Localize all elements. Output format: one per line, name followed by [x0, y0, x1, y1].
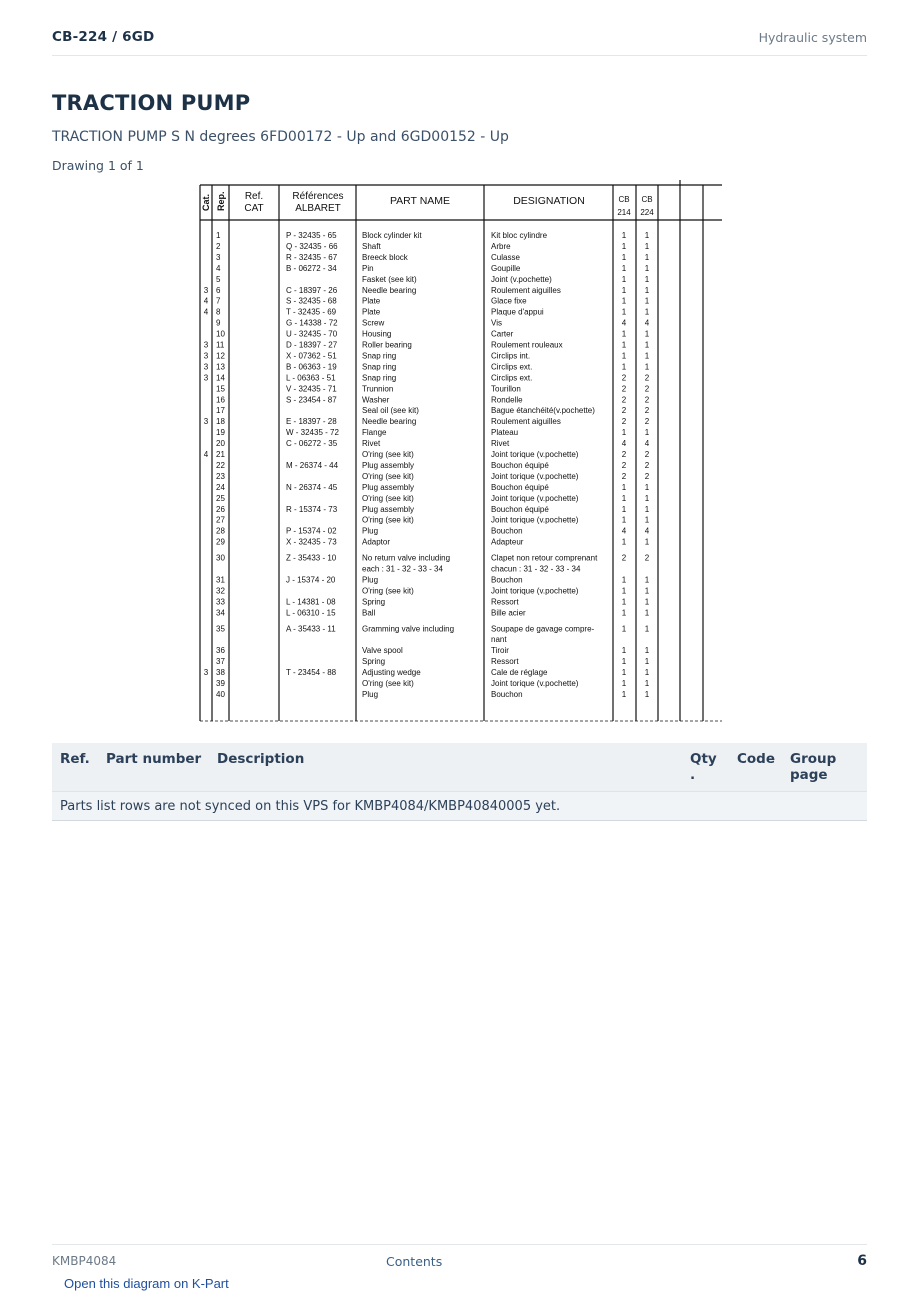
scan-cat-cell: 3 [203, 373, 209, 383]
page-number: 6 [857, 1253, 867, 1269]
scan-cat-cell: 4 [203, 296, 209, 306]
scan-qty-cb214-cell: 1 [621, 668, 627, 678]
scan-qty-cb224-cell: 1 [644, 263, 650, 273]
parts-table-empty-row [52, 791, 867, 821]
scan-rep-cell: 38 [216, 668, 225, 678]
parts-table-header [52, 743, 867, 791]
scan-rep-cell: 33 [216, 597, 225, 607]
scan-designation-cell: Clapet non retour comprenant [491, 553, 598, 563]
scan-part-name-cell: Plug assembly [362, 482, 415, 492]
scan-part-name-cell: Plug [362, 575, 379, 585]
scan-qty-cb214-cell: 2 [621, 384, 627, 394]
scan-qty-cb214-cell: 1 [621, 537, 627, 547]
scan-header-cb214-1: CB [618, 195, 630, 204]
scan-part-name-cell: Needle bearing [362, 417, 417, 427]
scan-rep-cell: 16 [216, 395, 225, 405]
scan-rep-cell: 12 [216, 351, 225, 361]
scan-designation-cell: Plaque d'appui [491, 307, 544, 317]
scan-designation-cell: Joint torique (v.pochette) [491, 679, 579, 688]
scan-rep-cell: 31 [216, 575, 225, 585]
section-name: Hydraulic system [758, 30, 867, 45]
scan-designation-cell: Bouchon [491, 575, 523, 585]
scan-qty-cb214-cell: 4 [621, 439, 627, 449]
scan-ref-cell: X - 32435 - 73 [286, 537, 337, 547]
scan-part-name-cell: Valve spool [362, 646, 403, 656]
scan-designation-cell: Bague étanchéité(v.pochette) [491, 406, 595, 416]
scan-cat-cell: 3 [203, 285, 209, 295]
scan-qty-cb214-cell: 1 [621, 252, 627, 262]
scan-qty-cb224-cell: 1 [644, 296, 650, 306]
column-group-page: Group page [790, 751, 837, 783]
scan-qty-cb214-cell: 1 [621, 586, 627, 596]
scan-designation-cell: Bouchon [491, 526, 523, 536]
scan-ref-cell: R - 15374 - 73 [286, 504, 338, 514]
scan-designation-cell: Rondelle [491, 395, 523, 405]
scan-qty-cb224-cell: 4 [644, 439, 650, 449]
scan-qty-cb214-cell: 1 [621, 646, 627, 656]
scan-designation-cell: Arbre [491, 241, 511, 251]
scan-ref-cell: T - 32435 - 69 [286, 307, 337, 317]
column-description: Description [217, 751, 305, 767]
scan-rep-cell: 40 [216, 689, 225, 699]
scan-part-name-cell: Plate [362, 296, 381, 306]
scan-ref-cell: A - 35433 - 11 [286, 624, 336, 634]
page-footer [52, 1244, 867, 1274]
scan-qty-cb224-cell: 1 [644, 608, 650, 618]
scan-part-name-cell: Flange [362, 428, 387, 438]
scan-qty-cb224-cell: 1 [644, 597, 650, 607]
scan-qty-cb214-cell: 4 [621, 526, 627, 536]
scan-qty-cb224-cell: 1 [644, 329, 650, 339]
scan-ref-cell: B - 06363 - 19 [286, 362, 337, 372]
scan-ref-cell: T - 23454 - 88 [286, 668, 337, 678]
scan-rep-cell: 39 [216, 679, 225, 688]
scan-rep-cell: 15 [216, 384, 225, 394]
scan-part-name-cell: Plug assembly [362, 460, 415, 470]
scan-rep-cell: 7 [216, 296, 221, 306]
scan-qty-cb214-cell: 2 [621, 450, 627, 459]
scan-designation-cell: Ressort [491, 657, 519, 667]
scan-qty-cb214-cell: 2 [621, 406, 627, 416]
scan-header-refcat-2: CAT [244, 203, 264, 214]
scan-cat-cell: 3 [203, 340, 209, 350]
scan-header-cb224-2: 224 [640, 208, 654, 217]
scan-qty-cb214-cell: 1 [621, 624, 627, 634]
scan-rep-cell: 13 [216, 362, 225, 372]
scan-qty-cb214-cell: 1 [621, 515, 627, 525]
scan-qty-cb214-cell: 1 [621, 274, 627, 284]
scan-rep-cell: 17 [216, 406, 225, 416]
scan-designation-cell: chacun : 31 - 32 - 33 - 34 [491, 564, 581, 574]
scan-qty-cb224-cell: 1 [644, 428, 650, 438]
scan-part-name-cell: Spring [362, 657, 386, 667]
scan-qty-cb214-cell: 2 [621, 471, 627, 481]
scan-rep-cell: 2 [216, 241, 221, 251]
scan-designation-cell: Rivet [491, 439, 510, 449]
scan-rep-cell: 6 [216, 285, 221, 295]
scan-designation-cell: Joint torique (v.pochette) [491, 450, 579, 459]
scan-designation-cell: Joint torique (v.pochette) [491, 515, 579, 525]
scan-rep-cell: 30 [216, 553, 225, 563]
scan-part-name-cell: Roller bearing [362, 340, 412, 350]
scan-part-name-cell: Plug assembly [362, 504, 415, 514]
scan-qty-cb214-cell: 1 [621, 285, 627, 295]
scan-designation-cell: Soupape de gavage compre- [491, 624, 595, 634]
scan-designation-cell: Roulement aiguilles [491, 417, 561, 427]
scan-rep-cell: 20 [216, 439, 225, 449]
scan-designation-cell: Carter [491, 329, 514, 339]
scan-qty-cb214-cell: 1 [621, 493, 627, 503]
sync-status-message: Parts list rows are not synced on this VPS for KMBP4084/KMBP40840005 yet. [60, 799, 561, 814]
scan-qty-cb214-cell: 1 [621, 340, 627, 350]
scan-header-ref-2: ALBARET [295, 203, 341, 214]
scan-part-name-cell: Needle bearing [362, 285, 417, 295]
scan-header-part-name: PART NAME [389, 195, 451, 207]
scan-designation-cell: Bouchon équipé [491, 482, 549, 492]
scan-qty-cb214-cell: 1 [621, 362, 627, 372]
scan-rep-cell: 25 [216, 493, 225, 503]
scan-rep-cell: 3 [216, 252, 221, 262]
column-ref: Ref. [60, 751, 90, 767]
scan-qty-cb214-cell: 1 [621, 241, 627, 251]
scan-rep-cell: 24 [216, 482, 225, 492]
scan-part-name-cell: Ball [362, 608, 376, 618]
scan-ref-cell: G - 14338 - 72 [286, 318, 338, 328]
scan-rep-cell: 23 [216, 471, 225, 481]
scan-rep-cell: 11 [216, 340, 225, 350]
scan-designation-cell: Vis [491, 318, 502, 328]
scan-rep-cell: 32 [216, 586, 225, 596]
scan-qty-cb214-cell: 1 [621, 296, 627, 306]
scan-qty-cb214-cell: 2 [621, 373, 627, 383]
scan-qty-cb224-cell: 2 [644, 373, 650, 383]
scan-header-cb214-2: 214 [617, 208, 631, 217]
scan-part-name-cell: Trunnion [362, 384, 394, 394]
scan-ref-cell: B - 06272 - 34 [286, 263, 337, 273]
scan-cat-cell: 4 [203, 307, 209, 317]
scan-qty-cb224-cell: 1 [644, 493, 650, 503]
scan-qty-cb214-cell: 2 [621, 417, 627, 427]
scan-qty-cb214-cell: 1 [621, 231, 627, 240]
scan-cat-cell: 3 [203, 362, 209, 372]
scan-ref-cell: V - 32435 - 71 [286, 384, 337, 394]
scan-ref-cell: J - 15374 - 20 [286, 575, 336, 585]
scan-designation-cell: Tourillon [491, 384, 521, 394]
scan-ref-cell: Z - 35433 - 10 [286, 553, 337, 563]
scan-qty-cb214-cell: 1 [621, 482, 627, 492]
scan-designation-cell: Culasse [491, 252, 520, 262]
scan-designation-cell: Circlips ext. [491, 373, 533, 383]
scan-ref-cell: L - 14381 - 08 [286, 597, 336, 607]
scan-qty-cb224-cell: 1 [644, 285, 650, 295]
scan-ref-cell: S - 32435 - 68 [286, 296, 337, 306]
scan-qty-cb224-cell: 1 [644, 252, 650, 262]
scan-qty-cb224-cell: 2 [644, 406, 650, 416]
scan-designation-cell: Joint torique (v.pochette) [491, 493, 579, 503]
scan-part-name-cell: Breeck block [362, 252, 408, 262]
contents-link[interactable]: Contents [386, 1254, 443, 1269]
scan-designation-cell: Bouchon équipé [491, 460, 549, 470]
scan-rep-cell: 1 [216, 231, 221, 240]
scan-designation-cell: Goupille [491, 263, 521, 273]
scan-rep-cell: 18 [216, 417, 225, 427]
scan-designation-cell: Roulement rouleaux [491, 340, 563, 350]
scan-qty-cb224-cell: 2 [644, 460, 650, 470]
scan-qty-cb214-cell: 2 [621, 553, 627, 563]
scan-qty-cb224-cell: 1 [644, 362, 650, 372]
scan-part-name-cell: Plug [362, 526, 379, 536]
scan-qty-cb224-cell: 1 [644, 351, 650, 361]
scan-ref-cell: W - 32435 - 72 [286, 428, 339, 438]
scan-designation-cell: Tiroir [491, 646, 509, 656]
scan-qty-cb224-cell: 1 [644, 537, 650, 547]
scan-rep-cell: 35 [216, 624, 225, 634]
scan-qty-cb214-cell: 1 [621, 608, 627, 618]
scan-ref-cell: R - 32435 - 67 [286, 252, 338, 262]
scan-qty-cb214-cell: 1 [621, 351, 627, 361]
scan-qty-cb214-cell: 1 [621, 263, 627, 273]
scan-qty-cb224-cell: 2 [644, 471, 650, 481]
scan-designation-cell: nant [491, 635, 507, 645]
scan-rep-cell: 26 [216, 504, 225, 514]
scan-part-name-cell: Plug [362, 689, 379, 699]
scan-qty-cb214-cell: 2 [621, 395, 627, 405]
scan-designation-cell: Ressort [491, 597, 519, 607]
scan-part-name-cell: Screw [362, 318, 385, 328]
scan-rep-cell: 37 [216, 657, 225, 667]
scan-part-name-cell: Plate [362, 307, 381, 317]
column-qty: Qty . [690, 751, 717, 783]
scan-qty-cb224-cell: 1 [644, 504, 650, 514]
column-part-number: Part number [106, 751, 202, 767]
scan-part-name-cell: O'ring (see kit) [362, 515, 414, 525]
scan-cat-cell: 3 [203, 351, 209, 361]
scan-part-name-cell: Fasket (see kit) [362, 274, 417, 284]
scan-part-name-cell: Housing [362, 329, 392, 339]
scan-qty-cb224-cell: 2 [644, 553, 650, 563]
scan-rep-cell: 5 [216, 274, 221, 284]
scan-qty-cb224-cell: 4 [644, 526, 650, 536]
scan-qty-cb224-cell: 4 [644, 318, 650, 328]
scan-ref-cell: P - 15374 - 02 [286, 526, 337, 536]
scan-qty-cb224-cell: 2 [644, 384, 650, 394]
scan-qty-cb224-cell: 1 [644, 575, 650, 585]
scan-qty-cb224-cell: 1 [644, 241, 650, 251]
scan-qty-cb224-cell: 1 [644, 231, 650, 240]
scan-ref-cell: C - 06272 - 35 [286, 439, 338, 449]
scan-ref-cell: S - 23454 - 87 [286, 395, 337, 405]
open-in-kpart-link[interactable]: Open this diagram on K-Part [64, 1276, 229, 1291]
scan-ref-cell: M - 26374 - 44 [286, 460, 339, 470]
scan-header-rep: Rep. [216, 191, 226, 211]
scan-designation-cell: Plateau [491, 428, 519, 438]
page-title: TRACTION PUMP [52, 91, 251, 115]
scan-part-name-cell: each : 31 - 32 - 33 - 34 [362, 564, 443, 574]
scan-part-name-cell: Adaptor [362, 537, 391, 547]
scan-part-name-cell: O'ring (see kit) [362, 471, 414, 481]
scan-part-name-cell: O'ring (see kit) [362, 586, 414, 596]
scan-header-designation: DESIGNATION [513, 195, 585, 207]
scan-designation-cell: Circlips ext. [491, 362, 533, 372]
scan-qty-cb214-cell: 1 [621, 428, 627, 438]
scan-header-cb224-1: CB [641, 195, 653, 204]
scan-rep-cell: 27 [216, 515, 225, 525]
scan-rep-cell: 9 [216, 318, 221, 328]
scan-designation-cell: Roulement aiguilles [491, 285, 561, 295]
drawing-count: Drawing 1 of 1 [52, 158, 144, 173]
machine-model: CB-224 / 6GD [52, 29, 155, 45]
scan-qty-cb214-cell: 1 [621, 689, 627, 699]
scan-qty-cb224-cell: 2 [644, 417, 650, 427]
scan-ref-cell: E - 18397 - 28 [286, 417, 337, 427]
scan-rep-cell: 4 [216, 263, 221, 273]
scan-rep-cell: 14 [216, 373, 225, 383]
scan-designation-cell: Bouchon équipé [491, 504, 549, 514]
scan-part-name-cell: Spring [362, 597, 386, 607]
scan-part-name-cell: Washer [362, 395, 390, 405]
scan-designation-cell: Adapteur [491, 537, 524, 547]
scan-designation-cell: Joint torique (v.pochette) [491, 586, 579, 596]
scan-rep-cell: 10 [216, 329, 225, 339]
scan-ref-cell: L - 06363 - 51 [286, 373, 336, 383]
scan-header-cat: Cat. [201, 193, 211, 211]
scan-qty-cb224-cell: 1 [644, 274, 650, 284]
scan-qty-cb214-cell: 2 [621, 460, 627, 470]
scan-part-name-cell: Shaft [362, 241, 381, 251]
scan-part-name-cell: No return valve including [362, 553, 451, 563]
scan-qty-cb224-cell: 1 [644, 515, 650, 525]
scan-part-name-cell: O'ring (see kit) [362, 679, 414, 688]
scan-qty-cb214-cell: 1 [621, 329, 627, 339]
scan-part-name-cell: Seal oil (see kit) [362, 406, 419, 416]
scan-designation-cell: Kit bloc cylindre [491, 231, 548, 240]
scan-qty-cb224-cell: 1 [644, 340, 650, 350]
scan-ref-cell: X - 07362 - 51 [286, 351, 337, 361]
scan-designation-cell: Glace fixe [491, 296, 527, 306]
parts-diagram-scan [198, 180, 722, 724]
scan-qty-cb224-cell: 1 [644, 668, 650, 678]
scan-qty-cb224-cell: 2 [644, 395, 650, 405]
scan-part-name-cell: Rivet [362, 439, 381, 449]
scan-qty-cb224-cell: 1 [644, 624, 650, 634]
scan-qty-cb214-cell: 1 [621, 307, 627, 317]
scan-ref-cell: Q - 32435 - 66 [286, 241, 338, 251]
scan-part-name-cell: Snap ring [362, 362, 397, 372]
scan-part-name-cell: Adjusting wedge [362, 668, 421, 678]
scan-designation-cell: Joint torique (v.pochette) [491, 471, 579, 481]
scan-designation-cell: Circlips int. [491, 351, 531, 361]
parts-table [52, 743, 867, 821]
scan-part-name-cell: O'ring (see kit) [362, 450, 414, 459]
scan-rows [204, 231, 650, 699]
scan-ref-cell: P - 32435 - 65 [286, 231, 337, 240]
scan-qty-cb224-cell: 1 [644, 689, 650, 699]
scan-qty-cb214-cell: 1 [621, 504, 627, 514]
scan-rep-cell: 21 [216, 450, 225, 459]
scan-qty-cb214-cell: 1 [621, 597, 627, 607]
scan-part-name-cell: Snap ring [362, 373, 397, 383]
scan-ref-cell: D - 18397 - 27 [286, 340, 338, 350]
scan-qty-cb214-cell: 1 [621, 657, 627, 667]
scan-designation-cell: Bouchon [491, 689, 523, 699]
scan-header-ref-1: Références [292, 191, 344, 202]
column-code: Code [737, 751, 776, 767]
scan-ref-cell: L - 06310 - 15 [286, 608, 336, 618]
scan-designation-cell: Cale de réglage [491, 668, 548, 678]
page-header [52, 28, 867, 56]
scan-header-refcat-1: Ref. [244, 191, 264, 202]
scan-qty-cb224-cell: 1 [644, 679, 650, 688]
scan-cat-cell: 3 [203, 668, 209, 678]
scan-cat-cell: 4 [203, 450, 209, 459]
page-subtitle: TRACTION PUMP S N degrees 6FD00172 - Up and 6GD00152 - Up [52, 129, 509, 145]
scan-rep-cell: 36 [216, 646, 225, 656]
scan-qty-cb224-cell: 1 [644, 657, 650, 667]
scan-ref-cell: N - 26374 - 45 [286, 482, 338, 492]
document-id: KMBP4084 [52, 1254, 117, 1268]
scan-qty-cb224-cell: 2 [644, 450, 650, 459]
scan-rep-cell: 8 [216, 307, 221, 317]
scan-part-name-cell: Snap ring [362, 351, 397, 361]
scan-grid-lines [200, 180, 722, 721]
scan-qty-cb214-cell: 1 [621, 679, 627, 688]
scan-part-name-cell: Pin [362, 263, 374, 273]
scan-qty-cb224-cell: 1 [644, 307, 650, 317]
scan-qty-cb214-cell: 1 [621, 575, 627, 585]
scan-part-name-cell: O'ring (see kit) [362, 493, 414, 503]
scan-qty-cb224-cell: 1 [644, 586, 650, 596]
scan-qty-cb214-cell: 4 [621, 318, 627, 328]
scan-rep-cell: 29 [216, 537, 225, 547]
scan-rep-cell: 22 [216, 460, 225, 470]
scan-rep-cell: 28 [216, 526, 225, 536]
scan-qty-cb224-cell: 1 [644, 646, 650, 656]
scan-qty-cb224-cell: 1 [644, 482, 650, 492]
scan-designation-cell: Joint (v.pochette) [491, 274, 552, 284]
scan-ref-cell: C - 18397 - 26 [286, 285, 338, 295]
scan-part-name-cell: Gramming valve including [362, 624, 455, 634]
scan-ref-cell: U - 32435 - 70 [286, 329, 338, 339]
scan-rep-cell: 34 [216, 608, 225, 618]
scan-cat-cell: 3 [203, 417, 209, 427]
scan-designation-cell: Bille acier [491, 608, 526, 618]
scan-part-name-cell: Block cylinder kit [362, 231, 422, 240]
scan-rep-cell: 19 [216, 428, 225, 438]
